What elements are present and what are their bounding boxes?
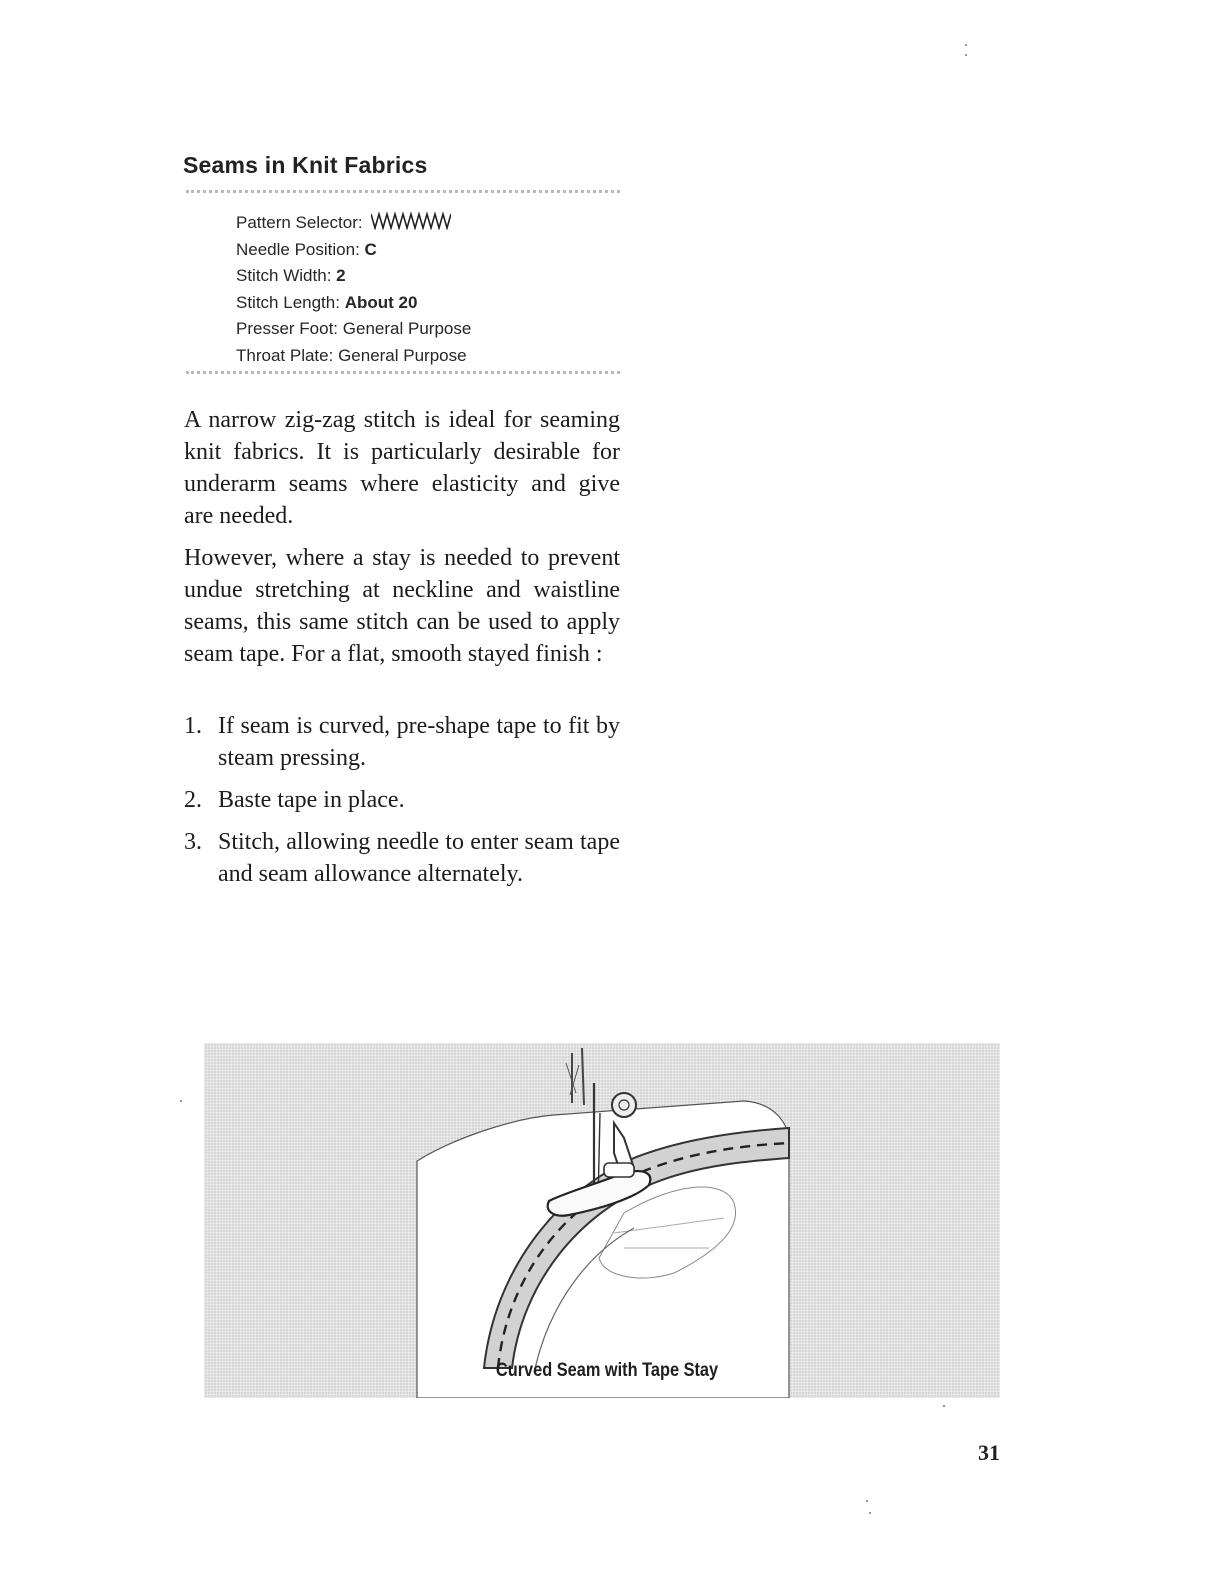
scan-speck <box>180 1100 182 1102</box>
setting-value: General Purpose <box>342 319 472 338</box>
thumb-screw <box>612 1093 636 1117</box>
zigzag-stitch-icon <box>371 212 451 230</box>
step-number: 2. <box>184 787 202 813</box>
step-item <box>184 826 620 890</box>
step-item <box>184 784 620 816</box>
machine-settings <box>236 210 471 369</box>
setting-label: Stitch Width: <box>236 266 332 285</box>
paragraph-intro: A narrow zig-zag stitch is ideal for seaming knit fabrics. It is particularly desirable for underarm seams where elasticity and give are needed. <box>184 407 620 529</box>
setting-stitch-length <box>236 290 471 317</box>
setting-needle-position <box>236 237 471 264</box>
section-title: Seams in Knit Fabrics <box>183 152 428 178</box>
divider-bottom <box>186 371 620 374</box>
step-number: 1. <box>184 713 202 739</box>
setting-presser-foot <box>236 316 471 343</box>
step-text: Stitch, allowing needle to enter seam tape and seam allowance alternately. <box>218 829 620 887</box>
illustration-figure <box>204 1043 1000 1398</box>
setting-label: Throat Plate: <box>236 345 334 365</box>
setting-label: Presser Foot: <box>236 319 339 338</box>
setting-pattern-selector <box>236 210 471 237</box>
step-text: Baste tape in place. <box>218 787 405 813</box>
figure-caption: Curved Seam with Tape Stay <box>495 1360 719 1381</box>
step-item <box>184 710 620 774</box>
setting-stitch-width <box>236 263 471 290</box>
setting-label: Needle Position: <box>236 239 360 259</box>
scan-speck <box>943 1405 945 1407</box>
setting-value: C <box>364 239 377 259</box>
scan-speck <box>965 44 967 46</box>
scan-speck <box>866 1500 868 1502</box>
step-text: If seam is curved, pre-shape tape to fit by steam pressing. <box>218 713 620 771</box>
setting-value: General Purpose <box>338 345 467 365</box>
paragraph-stay: However, where a stay is needed to prevent undue stretching at neckline and waistline seams, this same stitch can be used to apply seam tape. For a flat, smooth stayed finish : <box>184 545 620 667</box>
step-number: 3. <box>184 829 202 855</box>
scan-speck <box>869 1512 871 1514</box>
scan-speck <box>965 54 967 56</box>
setting-label: Pattern Selector: <box>236 213 363 232</box>
setting-value: About 20 <box>344 292 418 312</box>
step-list <box>184 710 620 900</box>
setting-throat-plate <box>236 343 471 370</box>
page-number: 31 <box>978 1440 1000 1465</box>
setting-value: 2 <box>336 266 346 285</box>
divider-top <box>186 190 620 193</box>
sewing-illustration <box>204 1043 1000 1398</box>
setting-label: Stitch Length: <box>236 292 340 312</box>
